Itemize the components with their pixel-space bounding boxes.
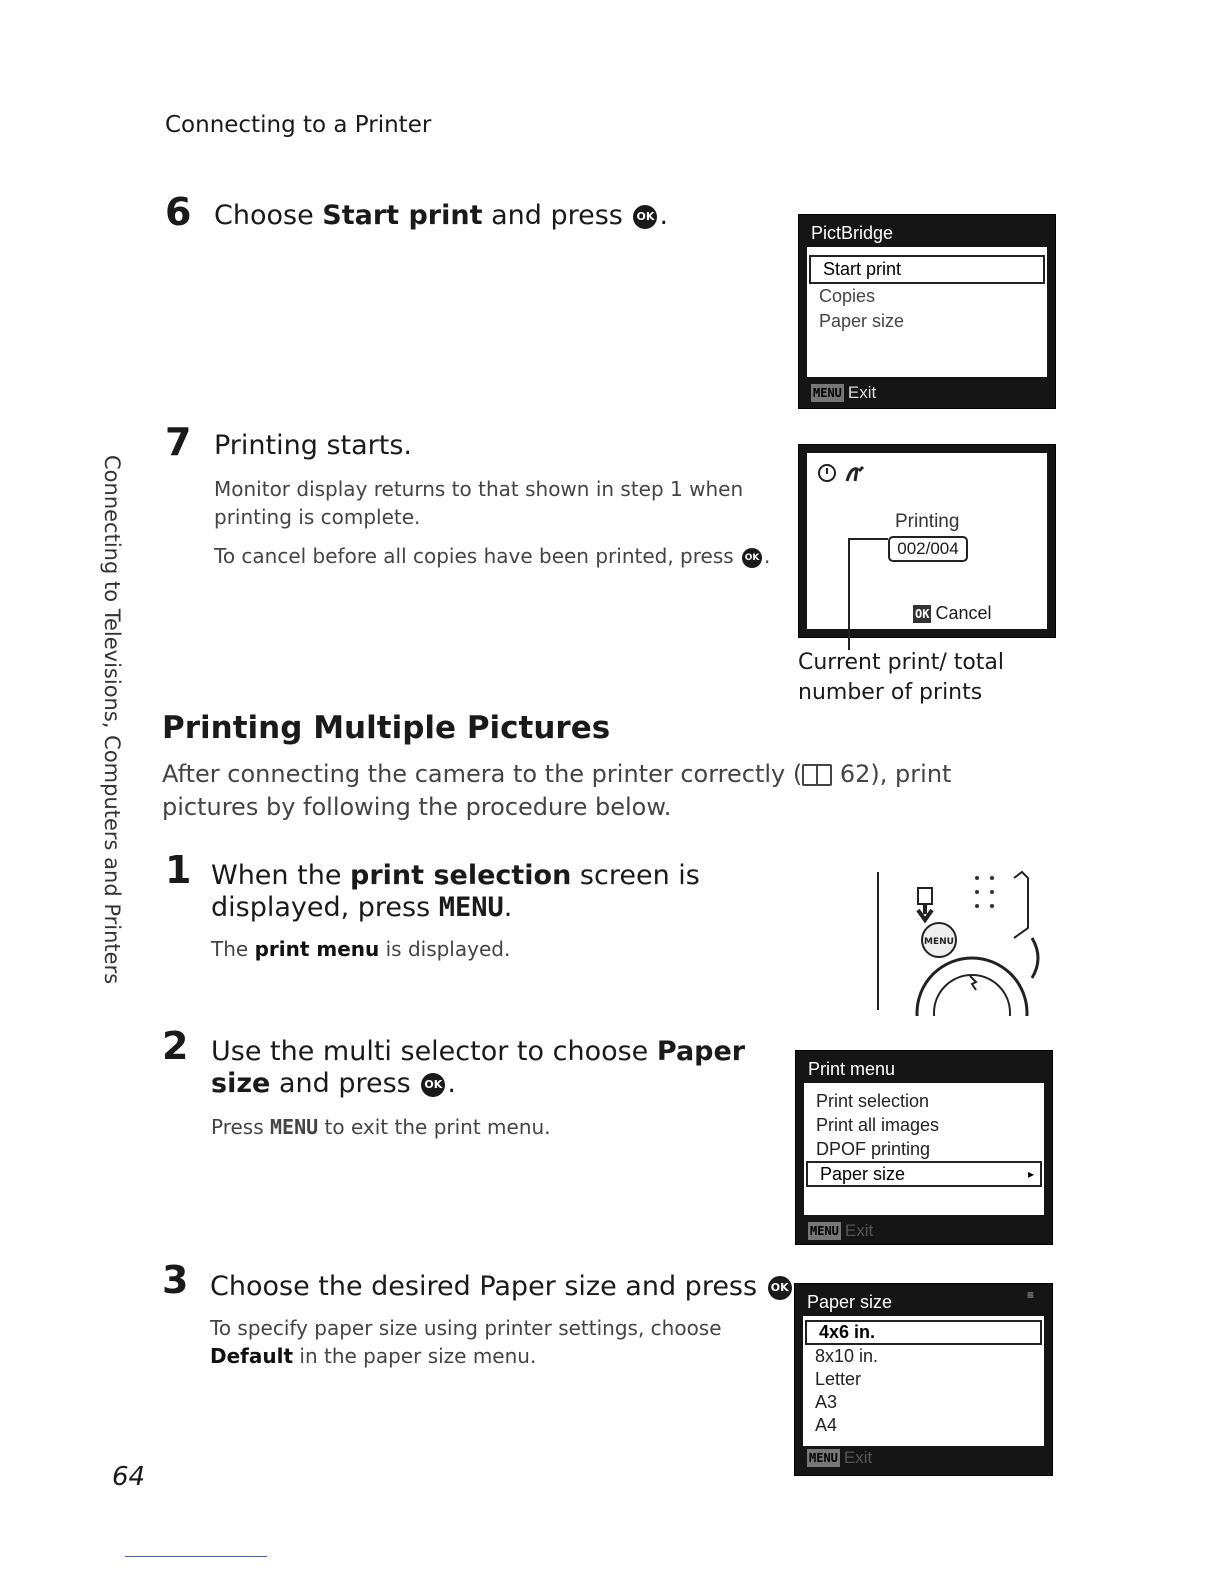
step-3-title [210,1271,802,1303]
chapter-sidebar [100,455,140,985]
callout-line-horizontal [848,538,888,540]
flash-icon [970,976,976,990]
menu-button-label: MENU [438,892,504,923]
paper-size-screen-footer [795,1446,1052,1468]
arrow-down-icon [918,904,932,920]
step-7-desc-1: Monitor display returns to that shown in step 1 when printing is complete. [214,477,744,529]
paper-size-item-a3[interactable]: A3 [815,1392,838,1412]
paper-size-item-8x10[interactable]: 8x10 in. [815,1346,879,1366]
pictbridge-connection-icon [847,467,863,481]
paper-size-item-a4[interactable]: A4 [815,1415,838,1435]
paper-size-screen-header [795,1284,1052,1316]
scroll-indicator-icon: ≡ [1026,1288,1034,1302]
caption-line-1: Current print/ total [798,650,1005,675]
step-2-desc-post: to exit the print menu. [318,1115,551,1139]
step-2-period: . [447,1068,456,1099]
print-menu-item-paper-size[interactable] [806,1161,1042,1187]
pictbridge-item-paper-size[interactable]: Paper size [819,311,905,331]
callout-line-vertical [848,538,850,650]
step-1-period: . [503,892,513,923]
step-3-desc-post: in the paper size menu. [293,1344,537,1368]
step-6-title-text: Choose [214,200,323,231]
step-1-title-pre: When the [211,860,351,891]
step-7-number: 7 [165,420,192,464]
paper-size-screen [794,1283,1053,1476]
print-menu-screen-title: Print menu [808,1059,896,1079]
pictbridge-menu-panel [807,247,1047,377]
paper-size-screen-title: Paper size [807,1292,893,1312]
paper-size-item-4x6[interactable]: 4x6 in. [805,1320,1042,1345]
ok-button-icon: OK [742,548,762,568]
submenu-arrow-icon: ▸ [1027,1167,1034,1181]
camera-back-illustration [872,868,1042,1016]
strap-eyelet [1014,872,1028,938]
step-2-desc [211,1113,551,1141]
step-1-title-post: screen is displayed, press [211,860,700,923]
footer-rule [125,1556,267,1557]
step-2-title-bold: Paper size [211,1036,746,1099]
exit-label: Exit [843,1448,873,1467]
chapter-sidebar-label: Connecting to Televisions, Computers and Printers [100,455,124,985]
cancel-label: Cancel [935,603,992,623]
step-3-desc [210,1314,730,1370]
step-7-period: . [764,544,771,568]
menu-badge-icon: MENU [810,1224,839,1238]
menu-button-label: MENU [270,1115,319,1139]
step-6-title-bold: Start print [322,200,483,231]
step-1-desc-post: is displayed. [379,937,511,961]
step-2-desc-pre: Press [211,1115,270,1139]
print-menu-panel [804,1083,1044,1215]
print-menu-screen [795,1050,1053,1245]
step-3-desc-bold: Default [210,1344,294,1368]
step-1-title [211,860,771,924]
pictbridge-screen-footer [799,377,1055,403]
pictbridge-screen-title: PictBridge [811,223,894,243]
menu-badge-icon: MENU [813,386,842,400]
exit-label: Exit [847,383,877,402]
step-3-desc-pre: To specify paper size using printer settings, choose [210,1316,722,1340]
paper-size-item-letter[interactable]: Letter [815,1369,862,1389]
step-7-title: Printing starts. [214,430,412,461]
print-menu-screen-footer [796,1215,1052,1241]
menu-badge-icon: MENU [809,1451,838,1465]
printing-screen [798,444,1056,638]
section-intro [162,758,1042,824]
paper-size-label: Paper size [820,1164,906,1184]
step-1-number: 1 [165,848,192,892]
print-counter: 002/004 [888,536,968,562]
ok-button-icon: OK [768,1276,792,1300]
paper-size-panel [803,1316,1044,1446]
ok-button-ring [934,975,1010,1016]
pictbridge-item-start-print[interactable]: Start print [809,255,1045,284]
step-6-number: 6 [165,190,192,234]
exit-label: Exit [844,1221,874,1240]
print-menu-item-dpof-printing[interactable]: DPOF printing [816,1139,931,1159]
section-title: Printing Multiple Pictures [162,710,611,746]
page-number: 64 [112,1462,146,1492]
pictbridge-screen [798,214,1056,409]
pictbridge-item-copies[interactable]: Copies [819,286,876,306]
step-6-period: . [659,200,669,231]
caption-line-2: number of prints [798,680,983,705]
print-menu-item-print-selection[interactable]: Print selection [816,1091,930,1111]
step-2-title-post: and press [270,1068,411,1099]
intro-text-post: ), print pictures by following the procedure below. [162,760,952,821]
cancel-hint [913,603,991,624]
step-1-desc-pre: The [211,937,255,961]
step-6-title [214,200,668,232]
print-menu-item-print-all-images[interactable]: Print all images [816,1115,940,1135]
speaker-dots [975,876,994,908]
step-6-title-post: and press [482,200,623,231]
step-2-title [211,1036,771,1100]
intro-text-pre: After connecting the camera to the printer correctly ( [162,760,803,788]
running-header: Connecting to a Printer [165,112,432,138]
menu-button-text: MENU [924,937,954,947]
step-1-title-bold: print selection [350,860,572,891]
page-reference[interactable]: 62 [839,760,871,788]
step-1-desc [211,935,510,963]
book-reference-icon [802,764,832,786]
ok-button-icon: OK [633,205,657,229]
step-3-number: 3 [162,1258,189,1302]
step-1-desc-bold: print menu [254,937,380,961]
camera-side-curve [1032,938,1038,978]
step-2-title-pre: Use the multi selector to choose [211,1036,657,1067]
step-7-desc-2 [214,542,774,570]
step-7-desc-2-text: To cancel before all copies have been printed, press [214,544,734,568]
step-2-number: 2 [162,1024,189,1068]
playback-icon [918,888,932,904]
status-icons [817,461,877,485]
step-3-title-text: Choose the desired Paper size and press [210,1271,758,1302]
ok-badge-icon: OK [915,606,930,621]
printing-screen-panel [807,453,1047,629]
printing-status: Printing [895,511,960,532]
counter-caption [798,648,1004,708]
ok-button-icon: OK [421,1073,445,1097]
